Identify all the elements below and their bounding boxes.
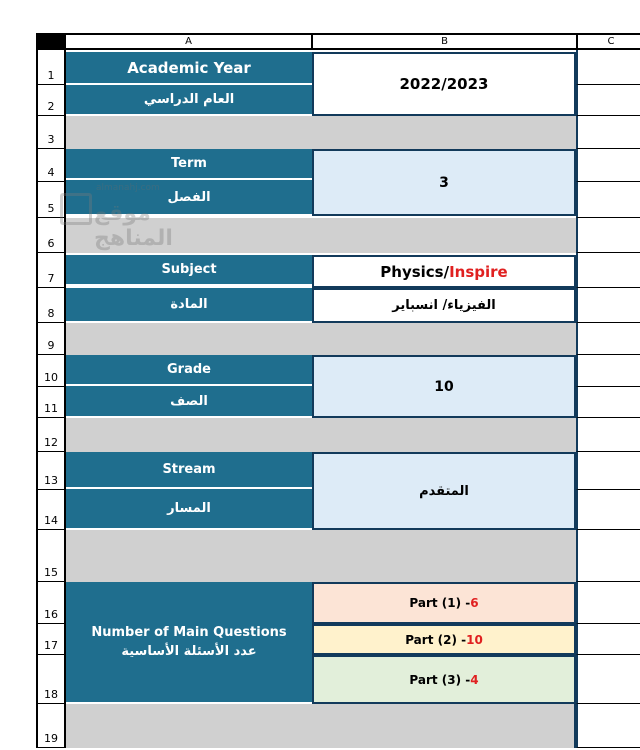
spacer-row-12[interactable] (66, 418, 576, 452)
row-number: 1 (47, 69, 55, 82)
row-number: 3 (47, 133, 55, 146)
cell-c10[interactable] (576, 355, 640, 387)
row-number: 19 (44, 732, 58, 745)
cell-c8[interactable] (576, 288, 640, 323)
row-header-16[interactable] (36, 582, 66, 624)
row-number: 4 (47, 166, 55, 179)
row-number: 16 (44, 608, 58, 621)
row-header-11[interactable] (36, 387, 66, 418)
row-number: 12 (44, 436, 58, 449)
cell-c9[interactable] (576, 323, 640, 355)
spacer-row-19[interactable] (66, 704, 576, 748)
row-header-13[interactable] (36, 452, 66, 490)
academic-year-label-ar[interactable]: العام الدراسي (66, 85, 312, 116)
grade-label-en[interactable]: Grade (66, 355, 312, 386)
cell-c5[interactable] (576, 182, 640, 218)
row-header-17[interactable] (36, 624, 66, 655)
cell-c18[interactable] (576, 655, 640, 704)
spacer-row-15[interactable] (66, 530, 576, 582)
row-number: 11 (44, 402, 58, 415)
row-header-4[interactable] (36, 149, 66, 182)
row-header-3[interactable] (36, 116, 66, 149)
part-2-label: Part (2) - (405, 632, 467, 647)
cell-c3[interactable] (576, 116, 640, 149)
subject-label-en[interactable]: Subject (66, 255, 312, 286)
subject-value-ar[interactable]: الفيزياء/ انسباير (312, 288, 576, 323)
academic-year-value[interactable]: 2022/2023 (312, 52, 576, 116)
part-3-label: Part (3) - (409, 672, 471, 687)
watermark-site: almanahj.com (96, 183, 160, 193)
subject-name: Physics/ (380, 262, 450, 281)
row-number: 18 (44, 688, 58, 701)
term-value[interactable]: 3 (312, 149, 576, 216)
cell-c11[interactable] (576, 387, 640, 418)
part-2-cell[interactable] (312, 624, 576, 655)
row-header-2[interactable] (36, 85, 66, 116)
grade-value[interactable]: 10 (312, 355, 576, 418)
row-header-7[interactable] (36, 253, 66, 288)
academic-year-label-en[interactable]: Academic Year (66, 52, 312, 85)
cell-c14[interactable] (576, 490, 640, 530)
row-number: 13 (44, 474, 58, 487)
row-header-15[interactable] (36, 530, 66, 582)
row-header-10[interactable] (36, 355, 66, 387)
row-header-8[interactable] (36, 288, 66, 323)
row-header-12[interactable] (36, 418, 66, 452)
main-questions-label-ar: عدد الأسئلة الأساسية (121, 644, 257, 659)
term-label-ar[interactable]: الفصل (66, 180, 312, 216)
watermark-text: موقع المناهج (94, 201, 173, 251)
grade-label-ar[interactable]: الصف (66, 386, 312, 418)
term-label-en[interactable]: Term (66, 149, 312, 180)
main-questions-label-en: Number of Main Questions (91, 625, 287, 640)
part-3-count: 4 (470, 672, 479, 687)
part-1-count: 6 (470, 596, 479, 610)
cell-c7[interactable] (576, 253, 640, 288)
row-number: 7 (47, 272, 55, 285)
subject-series: Inspire (449, 262, 508, 281)
cell-c12[interactable] (576, 418, 640, 452)
corner-fill (38, 35, 64, 48)
watermark-logo-icon (60, 193, 92, 225)
cell-c15[interactable] (576, 530, 640, 582)
cell-c4[interactable] (576, 149, 640, 182)
stream-label-ar[interactable]: المسار (66, 489, 312, 530)
subject-label-ar[interactable]: المادة (66, 288, 312, 323)
row-header-18[interactable] (36, 655, 66, 704)
row-number: 8 (47, 307, 55, 320)
row-number: 2 (47, 100, 55, 113)
row-header-19[interactable] (36, 704, 66, 748)
cell-c6[interactable] (576, 218, 640, 253)
watermark (60, 183, 190, 253)
cell-c2[interactable] (576, 85, 640, 116)
column-header-b[interactable]: B (311, 33, 578, 50)
spacer-row-3[interactable] (66, 116, 576, 149)
row-number: 9 (47, 339, 55, 352)
column-header-c[interactable]: C (576, 33, 640, 50)
cell-c17[interactable] (576, 624, 640, 655)
part-2-count: 10 (466, 632, 483, 647)
cell-c1[interactable] (576, 50, 640, 85)
cell-c16[interactable] (576, 582, 640, 624)
part-3-cell[interactable] (312, 655, 576, 704)
row-number: 5 (47, 202, 55, 215)
subject-value[interactable] (312, 255, 576, 288)
column-header-a[interactable]: A (64, 33, 313, 50)
spacer-row-9[interactable] (66, 323, 576, 355)
row-number: 10 (44, 371, 58, 384)
row-header-1[interactable] (36, 50, 66, 85)
row-number: 15 (44, 566, 58, 579)
cell-c19[interactable] (576, 704, 640, 748)
row-number: 17 (44, 639, 58, 652)
main-questions-label[interactable] (66, 582, 312, 704)
row-number: 14 (44, 514, 58, 527)
row-header-14[interactable] (36, 490, 66, 530)
stream-value[interactable]: المتقدم (312, 452, 576, 530)
stream-label-en[interactable]: Stream (66, 452, 312, 489)
row-number: 6 (47, 237, 55, 250)
part-1-cell[interactable] (312, 582, 576, 624)
cell-c13[interactable] (576, 452, 640, 490)
part-1-label: Part (1) - (409, 596, 471, 610)
row-header-9[interactable] (36, 323, 66, 355)
